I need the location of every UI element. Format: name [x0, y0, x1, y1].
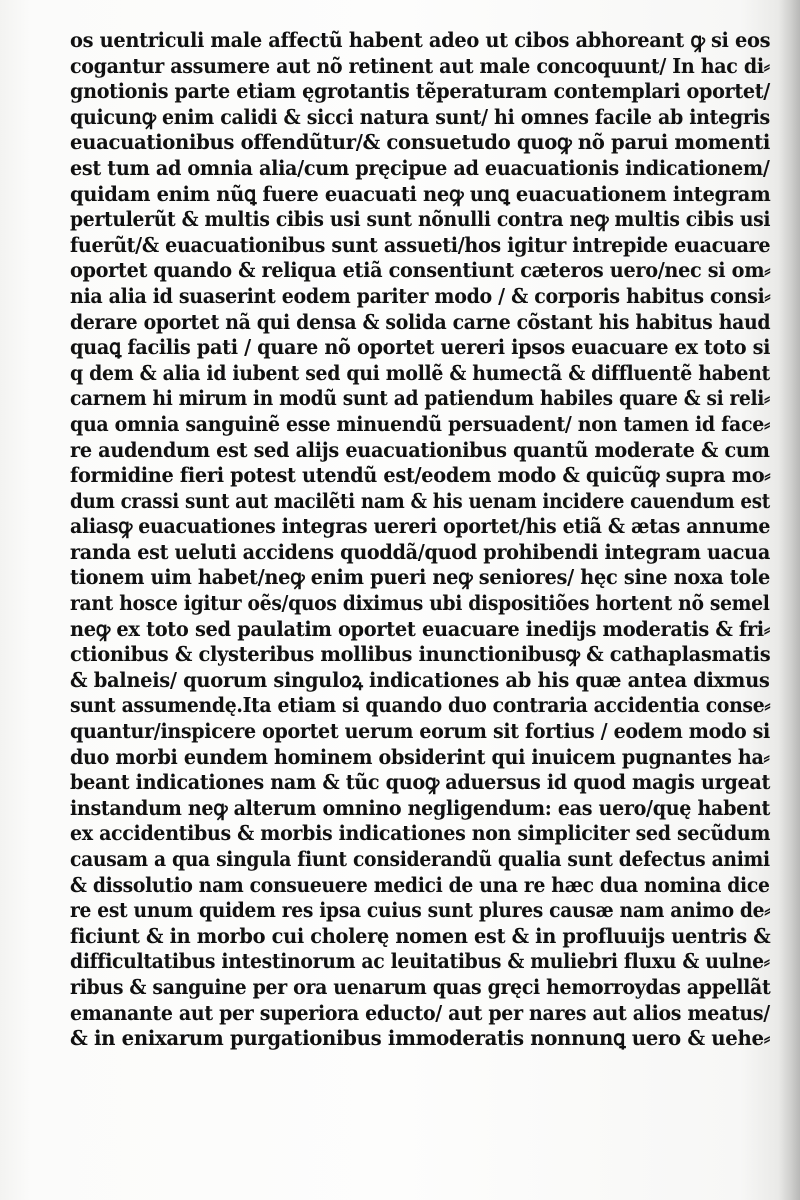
text-line: aliasꝙ euacuationes integras uereri oportet/his etiã & ætas annume	[70, 514, 771, 539]
text-line: neꝙ ex toto sed paulatim oportet euacuare inedijs moderatis & fri⸗	[70, 616, 770, 641]
text-line: gnotionis parte etiam ęgrotantis tẽperaturam contemplari oportet/	[70, 79, 770, 104]
text-line: instandum neꝙ alterum omnino negligendum: eas uero/quę habent	[70, 795, 771, 820]
text-line: & balneis/ quorum singuloꝝ indicationes ab his quæ antea dixmus	[70, 667, 770, 692]
text-line: ficiunt & in morbo cui cholerę nomen est & in profluuijs uentris &	[70, 923, 771, 948]
text-block	[70, 28, 770, 1052]
text-line: rant hosce igitur oẽs/quos diximus ubi dispositiões hortent nõ semel	[70, 591, 770, 616]
text-line: randa est ueluti accidens quoddã/quod prohibendi integram uacua	[70, 539, 770, 564]
text-line: euacuationibus offendũtur/& consuetudo quoꝙ nõ parui momenti	[70, 130, 770, 155]
text-line: re est unum quidem res ipsa cuius sunt plures causæ nam animo de⸗	[70, 898, 771, 923]
text-line: & in enixarum purgationibus immoderatis nonnunꝗ uero & uehe⸗	[70, 1026, 770, 1051]
text-line: quantur/inspicere oportet uerum eorum sit fortius / eodem modo si	[70, 719, 770, 744]
text-line: q dem & alia id iubent sed qui mollẽ & humectã & diffluentẽ habent	[70, 360, 770, 385]
text-line: os uentriculi male affectũ habent adeo ut cibos abhoreant ꝙ si eos	[70, 28, 771, 52]
text-line: causam a qua singula fiunt considerandũ qualia sunt defectus animi	[70, 847, 770, 871]
text-line: emanante aut per superiora educto/ aut per nares aut alios meatus/	[70, 1000, 770, 1025]
text-line: quidam enim nũꝗ fuere euacuati neꝙ unꝗ euacuationem integram	[70, 181, 771, 206]
text-line: & dissolutio nam consueuere medici de una re hæc dua nomina dice	[70, 872, 770, 897]
text-line: derare oportet nã qui densa & solida carne cõstant his habitus haud	[70, 309, 771, 334]
text-line: ribus & sanguine per ora uenarum quas gręci hemorroydas appellãt	[70, 974, 771, 999]
text-line: quicunꝙ enim calidi & sicci natura sunt/ hi omnes facile ab integris	[70, 104, 770, 129]
text-line: oportet quando & reliqua etiã consentiunt cæteros uero/nec si om⸗	[70, 258, 771, 283]
text-line: quaꝗ facilis pati / quare nõ oportet uereri ipsos euacuare ex toto si	[70, 335, 771, 360]
text-line: cogantur assumere aut nõ retinent aut male concoquunt/ In hac di⸗	[70, 53, 770, 78]
text-line: est tum ad omnia alia/cum pręcipue ad euacuationis indicationem/	[70, 155, 770, 180]
text-line: nia alia id suaserint eodem pariter modo / & corporis habitus consi⸗	[70, 283, 771, 308]
text-line: ctionibus & clysteribus mollibus inunctionibusꝙ & cathaplasmatis	[70, 642, 771, 667]
text-line: beant indicationes nam & tũc quoꝙ aduersus id quod magis urgeat	[70, 770, 771, 795]
text-line: carnem hi mirum in modũ sunt ad patiendum habiles quare & si reli⸗	[70, 386, 770, 411]
text-line: sunt assumendę.Ita etiam si quando duo contraria accidentia conse⸗	[70, 693, 771, 718]
text-line: re audendum est sed alijs euacuationibus quantũ moderate & cum	[70, 437, 770, 462]
text-line: fuerũt/& euacuationibus sunt assueti/hos igitur intrepide euacuare	[70, 232, 771, 257]
page-edge-shadow	[778, 0, 800, 1200]
text-line: pertulerũt & multis cibis usi sunt nõnulli contra neꝙ multis cibis usi	[70, 207, 771, 232]
text-line: tionem uim habet/neꝙ enim pueri neꝙ seniores/ hęc sine noxa tole	[70, 565, 771, 590]
text-line: difficultatibus intestinorum ac leuitatibus & muliebri fluxu & uulne⸗	[70, 949, 770, 974]
text-line: dum crassi sunt aut macilẽti nam & his uenam incidere cauendum est	[70, 488, 770, 513]
text-line: qua omnia sanguinẽ esse minuendũ persuadent/ non tamen id face⸗	[70, 411, 770, 436]
text-line: ex accidentibus & morbis indicationes non simpliciter sed secũdum	[70, 821, 771, 846]
text-line: duo morbi eundem hominem obsiderint qui inuicem pugnantes ha⸗	[70, 744, 770, 769]
text-line: formidine fieri potest utendũ est/eodem modo & quicũꝙ supra mo⸗	[70, 463, 771, 488]
